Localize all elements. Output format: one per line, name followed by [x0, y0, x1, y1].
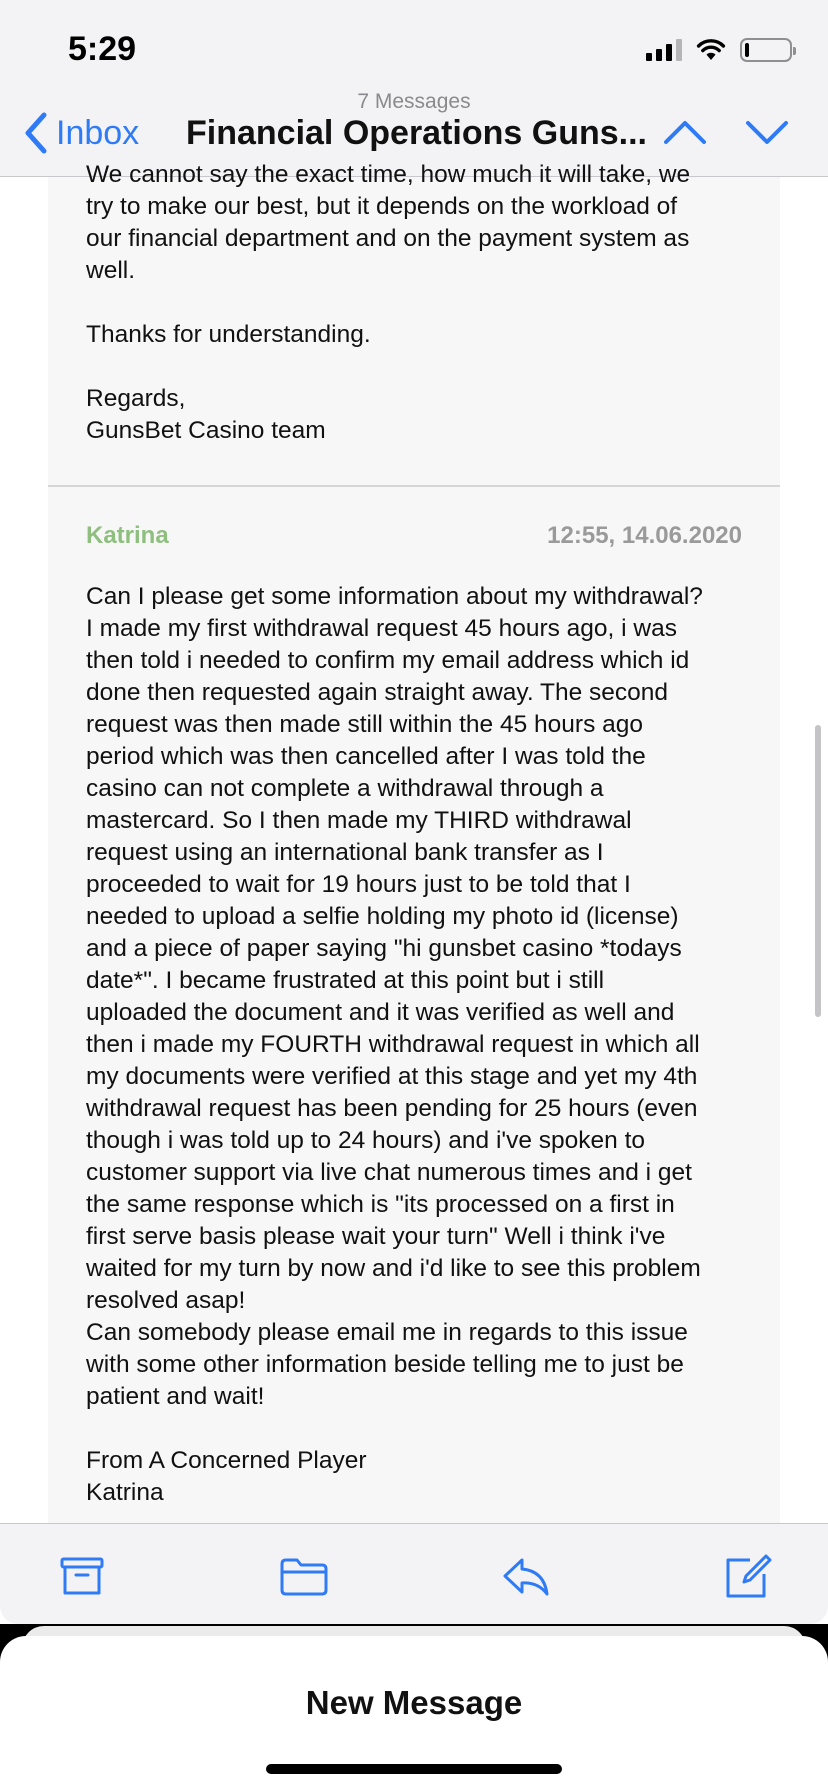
status-icons: [646, 36, 792, 64]
message-paragraph: Can I please get some information about my withdrawal? I made my first withdrawal request 45 hours ago, i was then told i needed to confirm my email address which id done then requested again straight away. The second request was then made still within the 45 hours ago period which was then cancelled after I was told the casino can not complete a withdrawal through a mastercard. So I then made my THIRD withdrawal request using an international bank transfer as I proceeded to wait for 19 hours just to be told that I needed to upload a selfie holding my photo id (license) and a piece of paper saying "hi gunsbet casino *todays date*". I became frustrated at this point but i still uploaded the document and it was verified as well and then i made my FOURTH withdrawal request in which all my documents were verified at this stage and yet my 4th withdrawal request has been pending for 25 hours (even though i was told up to 24 hours) and i've spoken to customer support via live chat numerous times and i get the same response which is "its processed on a first in first serve basis please wait your turn" Well i think i've waited for my turn by now and i'd like to see this problem resolved asap! Can somebody please email me in regards to this issue with some other information beside telling me to just be patient and wait!: [86, 583, 703, 1410]
message-date: 12:55, 14.06.2020: [547, 522, 742, 549]
home-indicator[interactable]: [266, 1764, 562, 1774]
wifi-icon: [696, 38, 726, 62]
message-paragraph: Thanks for understanding.: [86, 321, 371, 348]
next-message-button[interactable]: [740, 110, 794, 154]
battery-level-fill: [745, 43, 749, 57]
cellular-signal-icon: [646, 39, 682, 61]
message-divider: [48, 485, 780, 487]
move-to-folder-button[interactable]: [278, 1552, 330, 1600]
battery-icon: [740, 38, 792, 62]
back-label: Inbox: [56, 113, 140, 152]
back-to-inbox-button[interactable]: [22, 108, 139, 158]
reply-button[interactable]: [500, 1552, 552, 1600]
folder-icon: [278, 1552, 330, 1600]
chevron-up-icon: [658, 110, 712, 154]
message-paragraph: Regards, GunsBet Casino team: [86, 385, 326, 444]
previous-message-button[interactable]: [658, 110, 712, 154]
archive-icon: [56, 1552, 108, 1600]
message-paragraph: We cannot say the exact time, how much it will take, we try to make our best, but it depends on the workload of our financial department and on the payment system as well.: [86, 161, 691, 284]
status-bar: [0, 0, 828, 96]
message-paragraph: From A Concerned Player Katrina: [86, 1447, 367, 1506]
bottom-toolbar: [0, 1523, 828, 1624]
compose-icon: [722, 1552, 774, 1600]
chevron-down-icon: [740, 110, 794, 154]
reply-icon: [500, 1552, 552, 1600]
status-time: 5:29: [68, 30, 137, 68]
message-count: 7 Messages: [357, 90, 471, 113]
scroll-indicator[interactable]: [815, 725, 821, 1017]
new-message-title: New Message: [305, 1684, 523, 1721]
previous-message-body: [86, 159, 746, 479]
sender-name[interactable]: Katrina: [86, 522, 169, 549]
message-body: [86, 581, 750, 1541]
compose-button[interactable]: [722, 1552, 774, 1600]
message-thread[interactable]: [48, 161, 780, 1523]
chevron-left-icon: [22, 111, 50, 155]
thread-title: Financial Operations Guns...: [186, 114, 647, 152]
archive-button[interactable]: [56, 1552, 108, 1600]
